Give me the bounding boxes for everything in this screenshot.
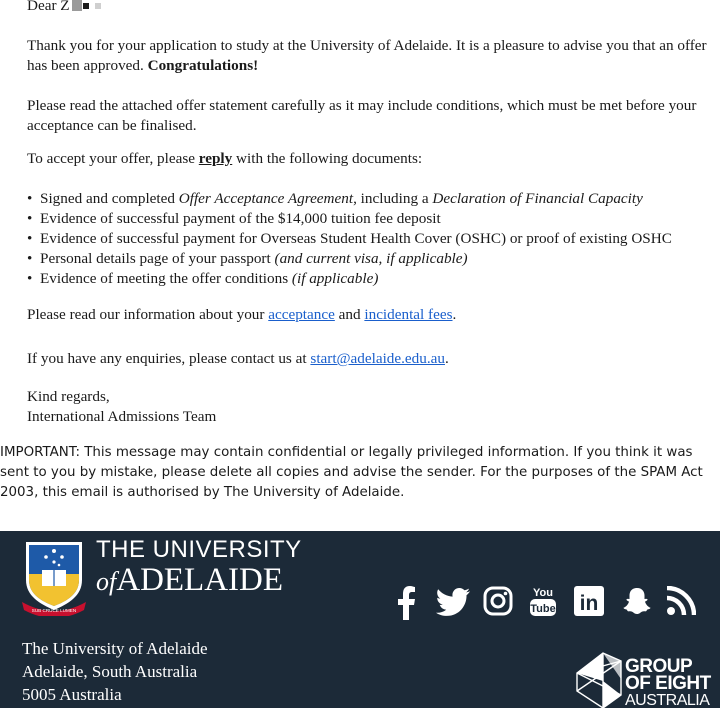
signoff-line: Kind regards, xyxy=(27,388,110,405)
documents-list xyxy=(27,189,672,289)
group-of-eight-wordmark xyxy=(625,658,711,709)
wordmark-line1: THE UNIVERSITY xyxy=(96,536,302,563)
congratulations-text: Congratulations! xyxy=(147,57,259,74)
acceptance-link[interactable]: acceptance xyxy=(268,306,335,323)
university-wordmark xyxy=(96,537,302,599)
crest-motto: SUB CRUCE LUMEN xyxy=(31,608,77,613)
legal-notice: IMPORTANT: This message may contain confidential or legally privileged information. If you think it was sent to you by mistake, please delete all copies and advise the sender. For the purposes of the SPAM Act 2003, this email is authorised by The University of Adelaide. xyxy=(0,445,703,500)
email-link[interactable]: start@adelaide.edu.au xyxy=(310,350,445,367)
list-item: • Evidence of successful payment of the $14,000 tuition fee deposit xyxy=(27,209,672,229)
info-paragraph: Please read our information about your acceptance and incidental fees. xyxy=(27,306,457,323)
reply-link[interactable]: reply xyxy=(198,150,233,167)
accept-instructions: To accept your offer, please reply with the following documents: xyxy=(27,150,423,167)
instagram-icon[interactable] xyxy=(483,586,513,626)
facebook-icon[interactable] xyxy=(396,586,416,626)
greeting: Dear Z xyxy=(27,0,101,16)
youtube-top-text: You xyxy=(533,587,553,599)
wordmark-line2: ofADELAIDE xyxy=(96,562,284,598)
address-line2: Adelaide, South Australia xyxy=(22,662,198,681)
go8-line2: OF EIGHT xyxy=(625,673,711,694)
youtube-bottom-text: Tube xyxy=(530,603,556,615)
linkedin-text: in xyxy=(579,592,599,615)
rss-icon[interactable] xyxy=(666,586,696,626)
snapchat-icon[interactable] xyxy=(622,586,652,626)
list-item: • Personal details page of your passport (and current visa, if applicable) xyxy=(27,249,672,269)
go8-line3: AUSTRALIA xyxy=(625,692,710,709)
university-address xyxy=(22,637,208,706)
incidental-fees-link[interactable]: incidental fees xyxy=(364,306,453,323)
list-item: • Signed and completed Offer Acceptance Agreement, including a Declaration of Financial Capacity xyxy=(27,189,672,209)
university-crest-icon xyxy=(22,540,86,616)
address-line3: 5005 Australia xyxy=(22,685,122,704)
offer-paragraph: Thank you for your application to study at the University of Adelaide. It is a pleasure to advise you that an offer has been approved. Congratulations! xyxy=(27,37,707,74)
linkedin-icon[interactable] xyxy=(574,586,604,626)
redacted-name xyxy=(72,0,82,11)
twitter-icon[interactable] xyxy=(436,586,470,626)
enquiries-paragraph: If you have any enquiries, please contact us at start@adelaide.edu.au. xyxy=(27,350,449,367)
go8-line1: GROUP xyxy=(625,656,693,677)
address-line1: The University of Adelaide xyxy=(22,639,208,658)
footer xyxy=(0,531,720,708)
youtube-icon[interactable] xyxy=(529,584,557,624)
list-item: • Evidence of meeting the offer conditions (if applicable) xyxy=(27,269,672,289)
offer-statement-paragraph: Please read the attached offer statement carefully as it may include conditions, which must be met before your acceptance can be finalised. xyxy=(27,97,697,134)
list-item: • Evidence of successful payment for Overseas Student Health Cover (OSHC) or proof of existing OSHC xyxy=(27,229,672,249)
signoff-team: International Admissions Team xyxy=(27,408,217,425)
